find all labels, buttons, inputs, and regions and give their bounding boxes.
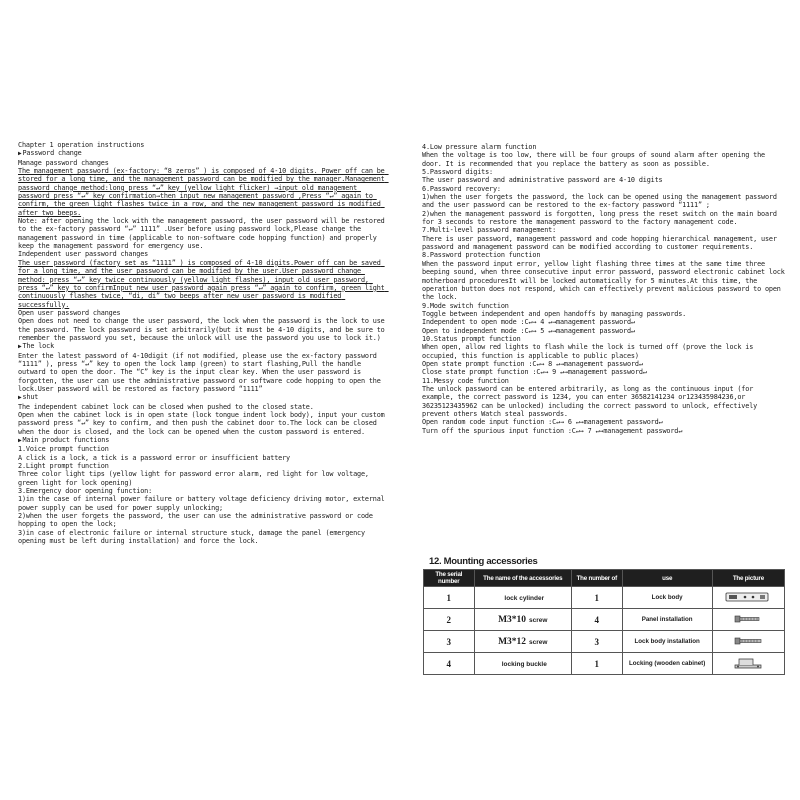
paragraph: Enter the latest password of 4-10digit (if not modified, please use the ex-factory password “1111” ), press “↵” key to open the lock lamp (green) to start flashing,Pull the handle outward to open the door. The “C” key is the input clear key. When the user password is forgotten, the user can use the administrative password or software code hopping to open the lock.User password will be restored as factory password “1111” xyxy=(18,351,385,393)
paragraph: 1)when the user forgets the password, the lock can be opened using the management password and the user password can be restored to the ex-factory password “1111” ; xyxy=(422,193,781,210)
subsection-heading: 3.Emergency door opening function: xyxy=(18,487,153,496)
cell-count: 1 xyxy=(572,653,623,675)
paragraph: The user password (factory set as “1111” ) is composed of 4-10 digits.Power off can be saved for a long time, and the user password can be modified by the user.User password change method: press “↵” key twice continuously (yellow light flashes), input old user password, press “↵” key to confirmInput new user password again press “↵” again to confirm, green light continuously flashes twice, “di, di” two beeps after new user password is modified successfully. xyxy=(18,258,389,309)
table-row xyxy=(424,609,785,631)
section-heading: ▶ Password change xyxy=(18,149,390,158)
cell-picture xyxy=(712,587,784,609)
subsection-heading: Manage password changes xyxy=(18,158,109,167)
cell-picture xyxy=(712,631,784,653)
header-count: The number of xyxy=(572,570,623,587)
paragraph: When the password input error, yellow light flashing three times at the same time three beeping sound, when three consecutive input error password, password electronic cabinet lock motherboard proceduresIt will be locked automatically for 5 minutes.At this time, the operation button does not respond, which can effectively prevent malicious password to open the lock. xyxy=(422,259,789,302)
cell-name xyxy=(474,653,571,675)
subsection-heading: 7.Multi-level password management: xyxy=(422,226,557,235)
cell-name-size: M3*12 xyxy=(498,636,527,647)
subsection-heading: Independent user password changes xyxy=(18,250,149,259)
cell-use: Lock body installation xyxy=(622,631,712,653)
paragraph: The user password and administrative password are 4-10 digits xyxy=(422,176,663,185)
accessories-table xyxy=(423,569,785,675)
subsection-heading: 5.Password digits: xyxy=(422,168,493,177)
cell-use: Locking (wooden cabinet) xyxy=(622,653,712,675)
paragraph: The independent cabinet lock can be closed when pushed to the closed state. xyxy=(18,402,314,411)
header-name: The name of the accessories xyxy=(474,570,571,587)
cell-use: Lock body xyxy=(622,587,712,609)
command-line: Turn off the spurious input function :C↵→ 7 ↵→management password↵ xyxy=(422,426,683,435)
section-heading: ▶ Main product functions xyxy=(18,436,390,445)
subsection-heading: 2.Light prompt function xyxy=(18,462,109,471)
section-heading: ▶ The lock xyxy=(18,342,390,351)
paragraph: The management password (ex-factory: “8 zeros” ) is composed of 4-10 digits. Power off can be stored for a long time, and the management password can be modified by the manager.Management password change method:long press “↵” key (yellow light flicker) →input old management password press “↵” key confirmation→then input new management password ,Press “↵” again to confirm, the green light flashes twice in a row, and the new management password is modified after two beeps. xyxy=(18,167,389,217)
command-line: Open to independent mode :C↵→ 5 ↵→management password↵ xyxy=(422,326,635,335)
command-line: Independent to open mode :C↵→ 4 ↵→management password↵ xyxy=(422,318,635,327)
command-line: Open state prompt function :C↵→ 8 ↵→management password↵ xyxy=(422,359,643,368)
buckle-picture xyxy=(731,656,765,670)
left-column xyxy=(18,141,390,546)
header-use: use xyxy=(622,570,712,587)
paragraph: Three color light tips (yellow light for password error alarm, red light for low voltage, green light for lock opening) xyxy=(18,470,373,487)
paragraph: Open when the cabinet lock is in open state (lock tongue indent lock body), input your custom password press “↵” key to confirm, and then push the cabinet door to.The lock can be closed when the door is closed, and the lock can be opened when the custom password is entered. xyxy=(18,411,389,436)
command-line: Open random code input function :C↵→ 6 ↵→management password↵ xyxy=(422,418,663,427)
chapter-title: Chapter 1 operation instructions xyxy=(18,141,145,149)
cell-picture xyxy=(712,653,784,675)
paragraph: Open does not need to change the user password, the lock when the password is the lock to use the password. The lock password is set arbitrarily(but it must be 4-10 digits, and be sure to remember the password you set, because the unlock will use the password you use to lock it.) xyxy=(18,317,389,342)
paragraph: A click is a lock, a tick is a password error or insufficient battery xyxy=(18,453,291,462)
cell-name-text: locking buckle xyxy=(501,660,547,668)
command-line: Close state prompt function :C↵→ 9 ↵→management password↵ xyxy=(422,368,647,377)
right-column xyxy=(422,143,789,435)
cell-name xyxy=(474,587,571,609)
paragraph: The unlock password can be entered arbitrarily, as long as the continuous input (for example, the correct password is 1234, you can enter 36582141234 or123435984236,or 36235123435962 can be unlocked) including the correct password to unlock, effectively prevent others Watch steal passwords. xyxy=(422,384,762,418)
paragraph: When the voltage is too low, there will be four groups of sound alarm after opening the door. It is recommended that you replace the battery as soon as possible. xyxy=(422,151,769,168)
cell-name xyxy=(474,609,571,631)
cell-serial: 4 xyxy=(424,653,475,675)
subsection-heading: 4.Low pressure alarm function xyxy=(422,143,537,151)
section-heading: ▶ shut xyxy=(18,393,390,402)
cell-name-text: screw xyxy=(529,616,548,624)
cell-serial: 1 xyxy=(424,587,475,609)
lock-body-picture xyxy=(723,590,773,604)
paragraph: Note: after opening the lock with the management password, the user password will be restored to the ex-factory password “↵” 1111” .User before using password lock,Please change the management password in time (applicable to non-software code hopping function) and properly keep the management password for emergency use. xyxy=(18,217,389,251)
header-picture: The picture xyxy=(712,570,784,587)
paragraph: When open, allow red lights to flash while the lock is turned off (prove the lock is occupied, this function is applicable to public places) xyxy=(422,343,758,360)
cell-name-text: screw xyxy=(529,638,548,646)
table-title: 12. Mounting accessories xyxy=(429,556,538,567)
cell-serial: 3 xyxy=(424,631,475,653)
subsection-heading: 6.Password recovery: xyxy=(422,184,501,193)
screw-picture xyxy=(733,614,763,624)
subsection-heading: Open user password changes xyxy=(18,308,121,317)
cell-name xyxy=(474,631,571,653)
paragraph: 2)when the management password is forgotten, long press the reset switch on the main board for 3 seconds to restore the management password to the factory management code. xyxy=(422,209,781,227)
paragraph: 3)in case of electronic failure or internal structure stuck, damage the panel (emergency opening must be left during installation) and force the lock. xyxy=(18,528,369,546)
screw-picture xyxy=(733,636,763,646)
table-row xyxy=(424,587,785,609)
cell-name-text: lock cylinder xyxy=(504,594,545,602)
cell-use: Panel installation xyxy=(622,609,712,631)
paragraph: 2)when the user forgets the password, the user can use the administrative password or code hopping to open the lock; xyxy=(18,512,377,529)
table-row xyxy=(424,631,785,653)
cell-picture xyxy=(712,609,784,631)
subsection-heading: 10.Status prompt function xyxy=(422,334,521,343)
cell-count: 4 xyxy=(572,609,623,631)
cell-count: 1 xyxy=(572,587,623,609)
paragraph: There is user password, management password and code hopping hierarchical management, user password and management password can be modified according to customer requirements. xyxy=(422,234,781,252)
cell-name-size: M3*10 xyxy=(498,614,527,625)
cell-serial: 2 xyxy=(424,609,475,631)
subsection-heading: 11.Messy code function xyxy=(422,376,509,385)
header-serial: The serial number xyxy=(424,570,475,587)
table-row xyxy=(424,653,785,675)
cell-count: 3 xyxy=(572,631,623,653)
paragraph: Toggle between independent and open handoffs by managing passwords. xyxy=(422,309,687,318)
subsection-heading: 9.Mode switch function xyxy=(422,301,509,310)
paragraph: 1)in the case of internal power failure or battery voltage deficiency driving motor, external power supply can be used for power supply unlocking; xyxy=(18,495,389,512)
subsection-heading: 8.Password protection function xyxy=(422,251,541,260)
subsection-heading: 1.Voice prompt function xyxy=(18,445,109,454)
table-header-row xyxy=(424,570,785,587)
